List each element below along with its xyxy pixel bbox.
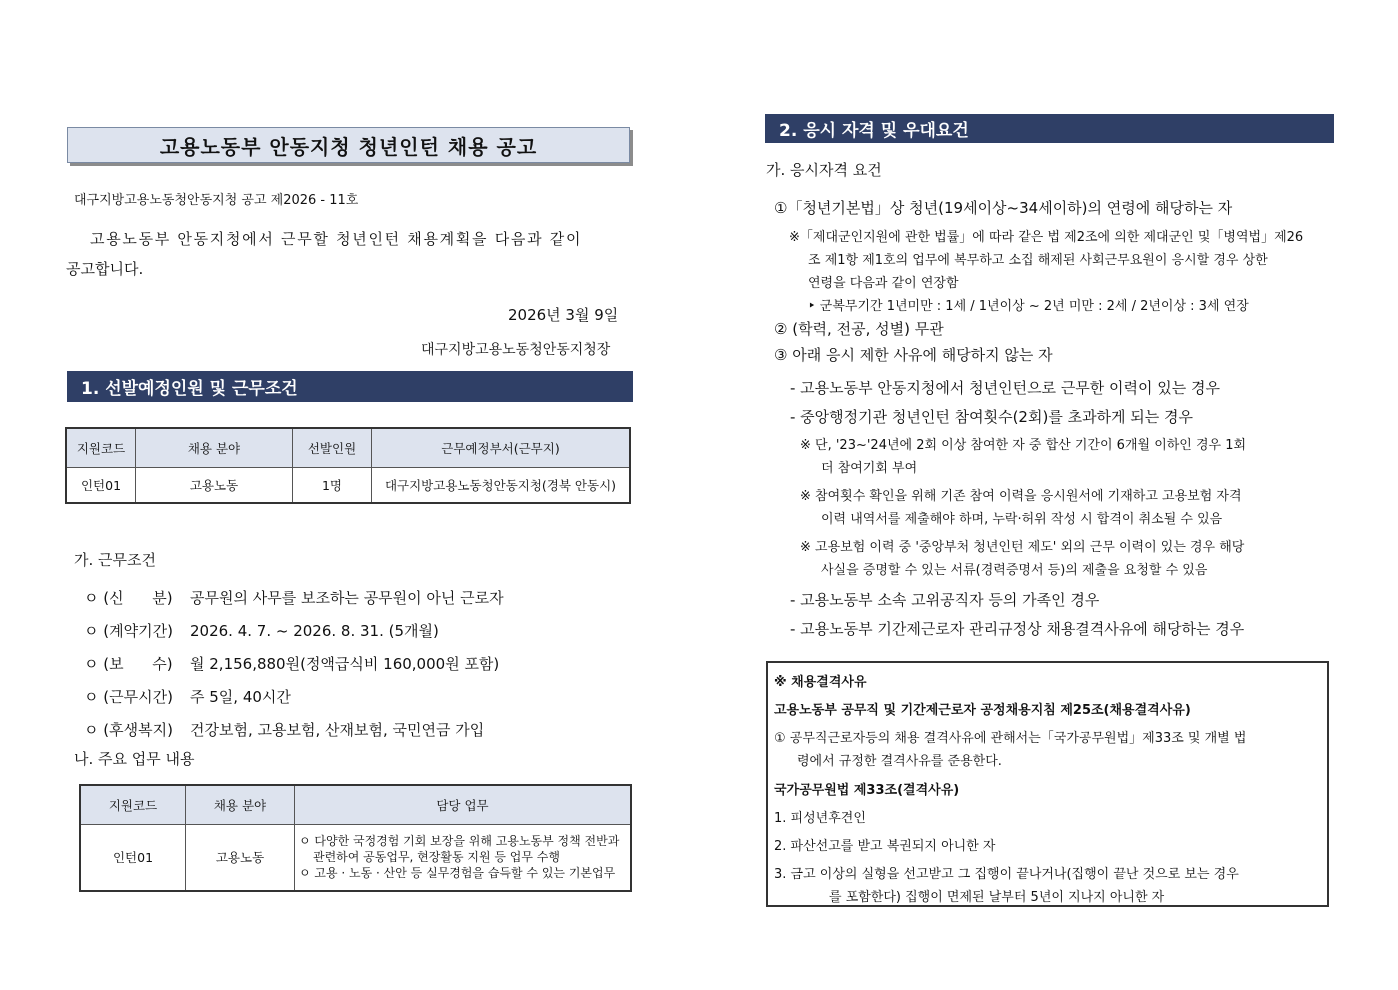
intro-text: 고용노동부 안동지청에서 근무할 청년인턴 채용계획을 다음과 같이 (90, 230, 583, 248)
issuer: 대구지방고용노동청안동지청장 (421, 342, 611, 358)
duty-line: ㅇ 다양한 국정경험 기회 보장을 위해 고용노동부 정책 전반과 (299, 834, 620, 849)
note-participation (800, 434, 1246, 480)
table-header-row (66, 428, 630, 468)
notice-date: 2026년 3월 9일 (508, 306, 619, 324)
note-insurance (800, 536, 1244, 582)
page-title: 고용노동부 안동지청 청년인턴 채용 공고 (67, 127, 630, 163)
condition-item: ㅇ (계약기간) 2026. 4. 7. ~ 2026. 8. 31. (5개월) (84, 622, 439, 640)
table-header-row (80, 785, 631, 825)
note-line: ※ 참여횟수 확인을 위해 기존 참여 이력을 응시원서에 기재하고 고용보험 자격 (800, 489, 1242, 504)
box-title: ※ 채용결격사유 (774, 675, 867, 690)
table-row (80, 825, 631, 891)
notice-number: 대구지방고용노동청안동지청 공고 제2026 - 11호 (74, 193, 359, 208)
box-law-item: 1. 피성년후견인 (774, 811, 866, 826)
box-line: 령에서 규정한 결격사유를 준용한다. (797, 754, 1002, 769)
box-law-item: 2. 파산선고를 받고 복권되지 아니한 자 (774, 839, 996, 854)
box-line: ① 공무직근로자등의 채용 결격사유에 관해서는「국가공무원법」제33조 및 개별 법 (774, 731, 1247, 746)
condition-item: ㅇ (보 수) 월 2,156,880원(정액급식비 160,000원 포함) (84, 655, 500, 673)
subheading-duties: 나. 주요 업무 내용 (74, 750, 195, 768)
restriction-item: - 고용노동부 안동지청에서 청년인턴으로 근무한 이력이 있는 경우 (790, 379, 1221, 397)
condition-item: ㅇ (근무시간) 주 5일, 40시간 (84, 688, 291, 706)
box-law-item-3 (774, 863, 1239, 909)
note-line: 더 참여기회 부여 (821, 461, 918, 476)
box-line: 3. 금고 이상의 실형을 선고받고 그 집행이 끝나거나(집행이 끝난 것으로 보는 경우 (774, 867, 1239, 882)
table-cell: 고용노동 (186, 825, 295, 891)
table-header: 근무예정부서(근무지) (372, 428, 631, 468)
box-law-title: 국가공무원법 제33조(결격사유) (774, 783, 960, 798)
note-line: ※ 고용보험 이력 중 '중앙부처 청년인턴 제도' 외의 근무 이력이 있는 경우 해당 (800, 540, 1245, 555)
note-line: 조 제1항 제1호의 업무에 복무하고 소집 해제된 사회근무요원이 응시할 경우 상한 (808, 253, 1268, 268)
table-cell: 1명 (293, 468, 372, 504)
condition-item: ㅇ (후생복지) 건강보험, 고용보험, 산재보험, 국민연금 가입 (84, 721, 485, 739)
note-history (800, 485, 1242, 531)
note-military (789, 226, 1303, 318)
box-rule-text (774, 727, 1246, 773)
intro-text-cont: 공고합니다. (66, 260, 144, 278)
section-header-1: 1. 선발예정인원 및 근무조건 (67, 371, 633, 402)
table-cell: 대구지방고용노동청안동지청(경북 안동시) (372, 468, 631, 504)
duty-line: ㅇ 고용 · 노동 · 산안 등 실무경험을 습득할 수 있는 기본업무 (299, 866, 616, 881)
section-header-2: 2. 응시 자격 및 우대요건 (765, 114, 1334, 143)
note-line: 연령을 다음과 같이 연장함 (808, 276, 959, 291)
table-cell: 인턴01 (80, 825, 186, 891)
positions-table (65, 427, 631, 504)
table-header: 지원코드 (66, 428, 136, 468)
eligibility-item-2: ② (학력, 전공, 성별) 무관 (774, 320, 944, 338)
eligibility-item-1: ①「청년기본법」상 청년(19세이상~34세이하)의 연령에 해당하는 자 (774, 199, 1233, 217)
box-line: 를 포함한다) 집행이 면제된 날부터 5년이 지나지 아니한 자 (829, 890, 1165, 905)
restriction-item: - 고용노동부 기간제근로자 관리규정상 채용결격사유에 해당하는 경우 (790, 620, 1245, 638)
note-line: ※「제대군인지원에 관한 법률」에 따라 같은 법 제2조에 의한 제대군인 및「병역법」제26 (789, 230, 1304, 245)
table-row (66, 468, 630, 504)
note-line: ‣ 군복무기간 1년미만 : 1세 / 1년이상 ~ 2년 미만 : 2세 / 2년이상 : 3세 연장 (808, 299, 1249, 314)
note-line: ※ 단, '23~'24년에 2회 이상 참여한 자 중 합산 기간이 6개월 이하인 경우 1회 (800, 438, 1247, 453)
table-header: 채용 분야 (136, 428, 293, 468)
note-line: 이력 내역서를 제출해야 하며, 누락·허위 작성 시 합격이 취소될 수 있음 (821, 512, 1223, 527)
duty-line: 관련하여 공동업무, 현장활동 지원 등 업무 수행 (313, 850, 560, 865)
eligibility-item-3: ③ 아래 응시 제한 사유에 해당하지 않는 자 (774, 346, 1053, 364)
box-rule-title: 고용노동부 공무직 및 기간제근로자 공정채용지침 제25조(채용결격사유) (774, 703, 1191, 718)
duty-cell (295, 825, 632, 891)
subheading-eligibility: 가. 응시자격 요건 (766, 161, 882, 179)
table-header: 채용 분야 (186, 785, 295, 825)
restriction-item: - 고용노동부 소속 고위공직자 등의 가족인 경우 (790, 591, 1100, 609)
note-line: 사실을 증명할 수 있는 서류(경력증명서 등)의 제출을 요청할 수 있음 (821, 563, 1208, 578)
subheading-work-conditions: 가. 근무조건 (74, 551, 156, 569)
table-cell: 인턴01 (66, 468, 136, 504)
condition-item: ㅇ (신 분) 공무원의 사무를 보조하는 공무원이 아닌 근로자 (84, 589, 504, 607)
restriction-item: - 중앙행정기관 청년인턴 참여횟수(2회)를 초과하게 되는 경우 (790, 408, 1194, 426)
table-header: 선발인원 (293, 428, 372, 468)
duties-table (79, 784, 632, 892)
table-header: 담당 업무 (295, 785, 632, 825)
table-header: 지원코드 (80, 785, 186, 825)
table-cell: 고용노동 (136, 468, 293, 504)
conditions-list (84, 582, 504, 747)
